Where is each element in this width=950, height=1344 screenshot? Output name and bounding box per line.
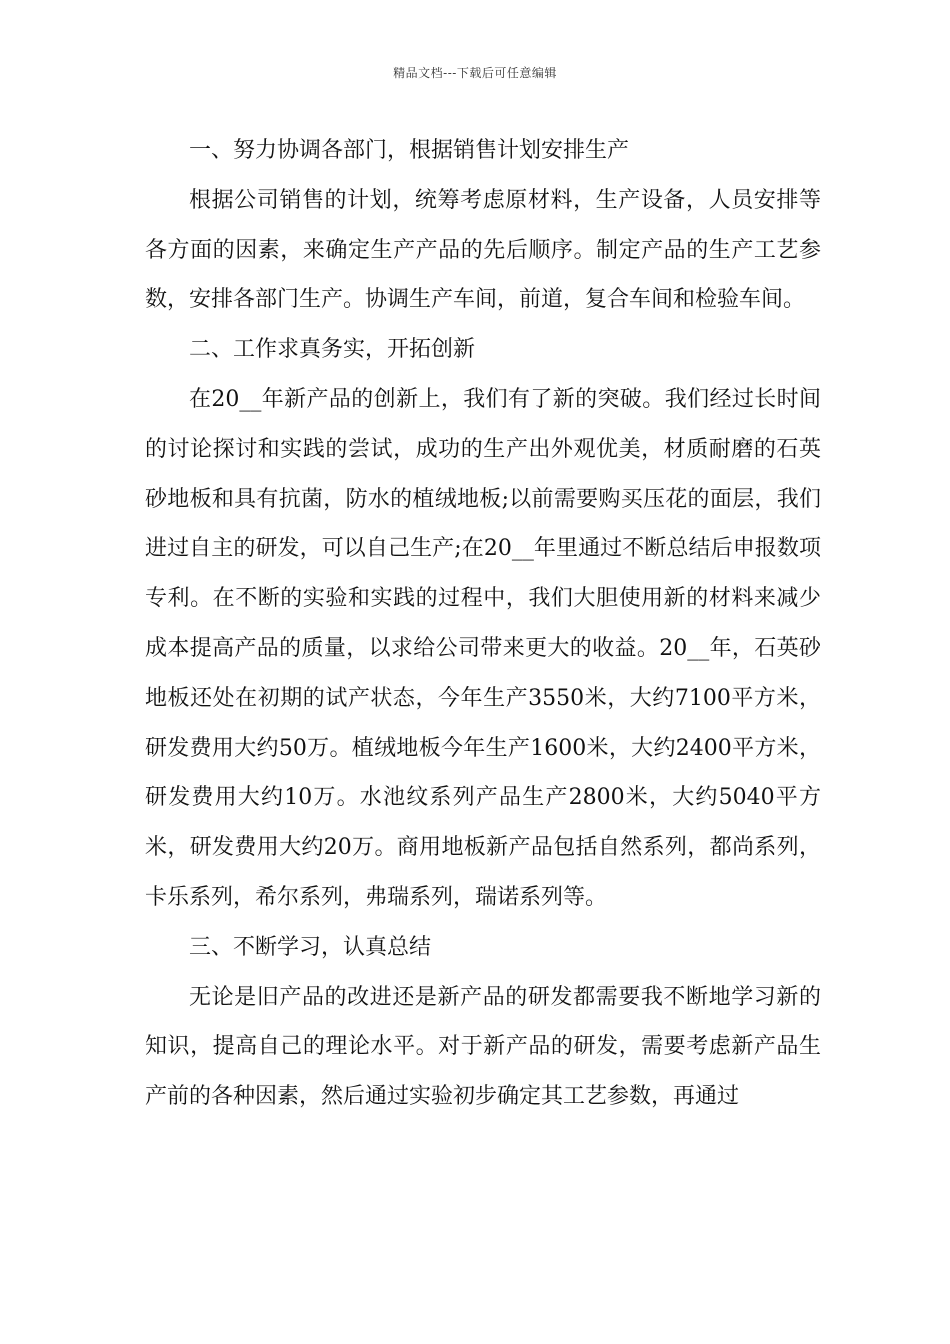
section-paragraph-1: 根据公司销售的计划，统筹考虑原材料，生产设备，人员安排等各方面的因素，来确定生产产品的先后顺序。制定产品的生产工艺参数，安排各部门生产。协调生产车间，前道，复合车间和检验车间。 bbox=[145, 187, 821, 313]
page-header: 精品文档---下载后可任意编辑 bbox=[393, 66, 557, 80]
section-heading-1: 一、努力协调各部门，根据销售计划安排生产 bbox=[189, 138, 630, 163]
section-heading-2: 二、工作求真务实，开拓创新 bbox=[189, 337, 476, 363]
section-heading-3: 三、不断学习，认真总结 bbox=[189, 934, 432, 960]
section-paragraph-2: 在20__年新产品的创新上，我们有了新的突破。我们经过长时间的讨论探讨和实践的尝试，成功的生产出外观优美，材质耐磨的石英砂地板和具有抗菌，防水的植绒地板;以前需要购买压花的面层，我们进过自主的研发，可以自己生产;在20__年里通过不断总结后申报数项专利。在不断的实验和实践的过程中，我们大胆使用新的材料来减少成本提高产品的质量，以求给公司带来更大的收益。20__年，石英砂地板还处在初期的试产状态，今年生产3550米，大约7100平方米，研发费用大约50万。植绒地板今年生产1600米，大约2400平方米，研发费用大约10万。水池纹系列产品生产2800米，大约5040平方米，研发费用大约20万。商用地板新产品包括自然系列，都尚系列，卡乐系列，希尔系列，弗瑞系列，瑞诺系列等。 bbox=[145, 386, 821, 910]
document-body bbox=[145, 126, 821, 1122]
section-paragraph-3: 无论是旧产品的改进还是新产品的研发都需要我不断地学习新的知识，提高自己的理论水平。对于新产品的研发，需要考虑新产品生产前的各种因素，然后通过实验初步确定其工艺参数，再通过 bbox=[145, 984, 821, 1110]
